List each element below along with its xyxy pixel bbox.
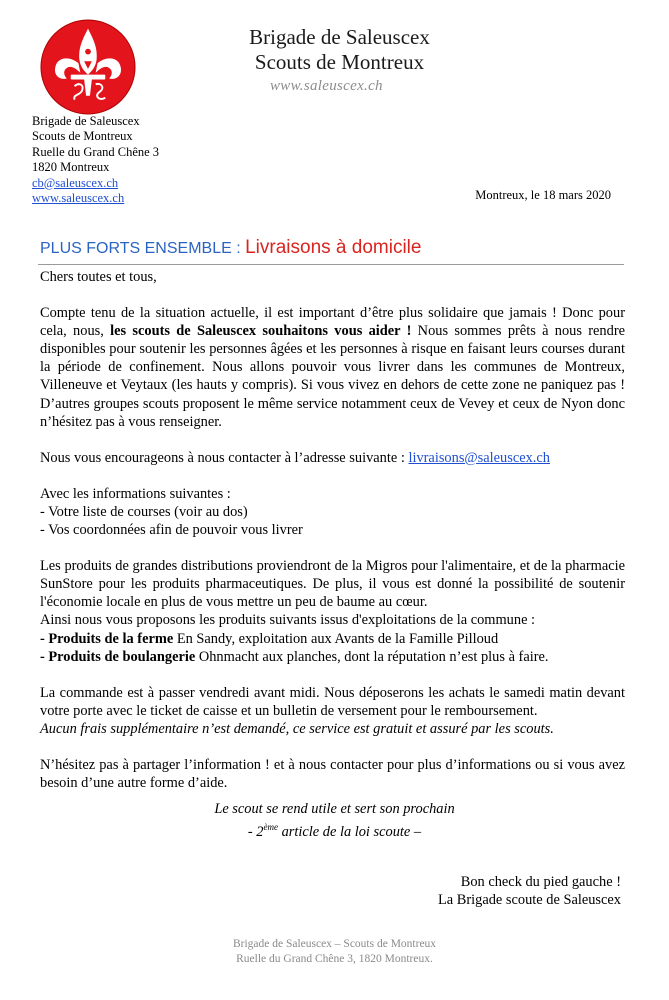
email-link[interactable]: cb@saleuscex.ch (32, 175, 119, 190)
page-footer (0, 937, 669, 967)
product-item: - Produits de boulangerie Ohnmacht aux planches, dont la réputation n’est plus à faire. (40, 648, 549, 665)
headline-divider (38, 264, 624, 265)
paragraph-1: Compte tenu de la situation actuelle, il est important d’être plus solidaire que jamais ! Donc pour cela, nous, les scouts de Saleuscex souhaitons vous aider ! Nous sommes prêts à nous rendre disponibles pour soutenir les personnes âgées et les personnes à risque en faisant leurs courses durant la période de confinement. Nous allons pouvoir vous livrer dans les communes de Montreux, Villeneuve et Veytaux (les hauts y compris). Si vous vivez en dehors de cette zone ne paniquez pas ! D’autres groupes scouts proposent le même service notamment ceux de Vevey et ceux de Nyon donc n’hésitez pas à vous renseigner. (40, 305, 625, 430)
paragraph-5-note: Aucun frais supplémentaire n’est demandé, ce service est gratuit et assuré par les scouts. (40, 720, 554, 737)
footer-line: Ruelle du Grand Chêne 3, 1820 Montreux. (236, 953, 433, 965)
signature-line: La Brigade scoute de Saleuscex (437, 892, 621, 909)
paragraph-6: N’hésitez pas à partager l’information ! et à nous contacter pour plus d’informations ou si vous avez besoin d’une autre forme d’aide. (40, 756, 625, 792)
orders-email-link[interactable]: livraisons@saleuscex.ch (408, 449, 550, 466)
product-item: - Produits de la ferme En Sandy, exploitation aux Avants de la Famille Pilloud (40, 630, 499, 647)
address-line: Scouts de Montreux (32, 129, 133, 144)
greeting: Chers toutes et tous, (40, 269, 157, 285)
scout-law-quote (0, 800, 669, 841)
header-website: www.saleuscex.ch (270, 78, 383, 94)
paragraph-5: La commande est à passer vendredi avant midi. Nous déposerons les achats le samedi matin devant votre porte avec le ticket de caisse et un bulletin de versement pour le remboursement. (40, 684, 625, 719)
footer-line: Brigade de Saleuscex – Scouts de Montreux (232, 938, 437, 950)
quote-line: - 2ème article de la loi scoute – (247, 822, 422, 840)
info-item: - Vos coordonnées afin de pouvoir vous livrer (40, 522, 303, 539)
quote-line: Le scout se rend utile et sert son prochain (214, 801, 455, 817)
paragraph-4: Les produits de grandes distributions proviendront de la Migros pour l'alimentaire, et de la pharmacie SunStore pour les produits pharmaceutiques. De plus, il vous est donné la possibilité de soutenir l'économie locale en plus de vous mettre un peu de baume au cœur. (40, 558, 625, 611)
headline-part1: PLUS FORTS ENSEMBLE : (40, 240, 246, 257)
header-brigade-name: Brigade de Saleuscex (249, 25, 430, 49)
headline-part2: Livraisons à domicile (245, 237, 422, 258)
sender-address (32, 114, 159, 206)
headline (40, 237, 421, 259)
products-intro: Ainsi nous vous proposons les produits suivants issus d'exploitations de la commune : (40, 612, 536, 629)
info-item: - Votre liste de courses (voir au dos) (40, 503, 248, 520)
website-link[interactable]: www.saleuscex.ch (32, 191, 125, 206)
signature-line: Bon check du pied gauche ! (460, 874, 621, 890)
address-line: Brigade de Saleuscex (32, 114, 140, 128)
signature (438, 873, 621, 909)
letter-body (40, 268, 625, 792)
header-scouts-name: Scouts de Montreux (254, 50, 425, 74)
letter-date: Montreux, le 18 mars 2020 (475, 188, 611, 202)
info-intro: Avec les informations suivantes : (40, 485, 231, 502)
address-line: Ruelle du Grand Chêne 3 (32, 144, 160, 159)
address-line: 1820 Montreux (32, 160, 110, 175)
paragraph-2: Nous vous encourageons à nous contacter à l’adresse suivante : livraisons@saleuscex.ch (40, 449, 550, 466)
